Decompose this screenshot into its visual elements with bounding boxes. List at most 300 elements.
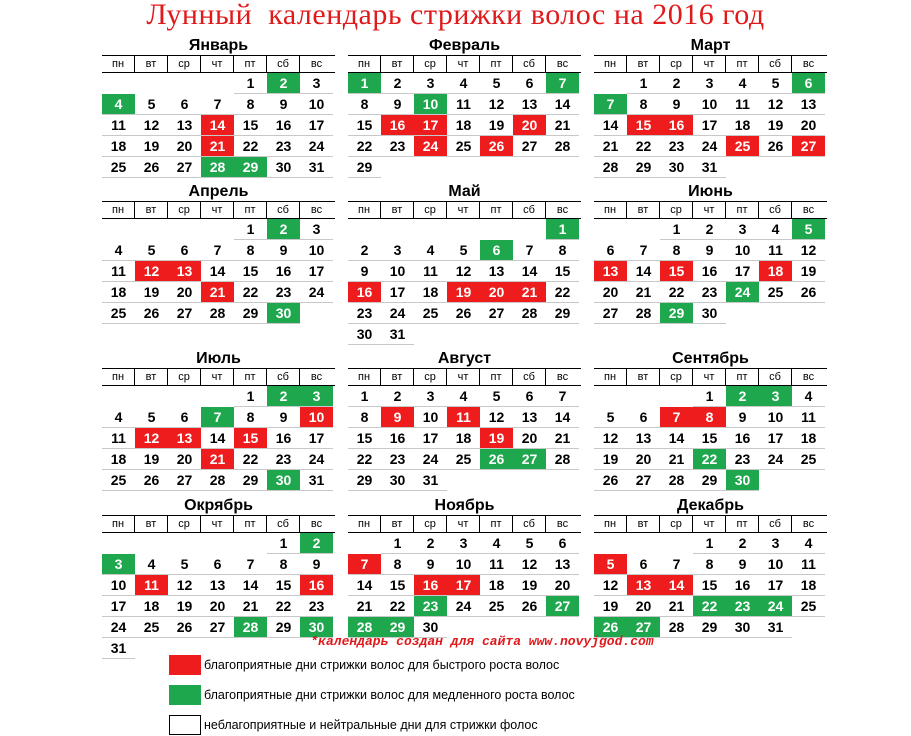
month-9 xyxy=(594,349,827,491)
weekday-label: вс xyxy=(802,371,815,383)
day-fast-growth: 16 xyxy=(300,575,333,596)
day-neutral: 20 xyxy=(513,428,546,449)
day-neutral: 29 xyxy=(267,617,300,638)
day-fast-growth: 17 xyxy=(447,575,480,596)
weekday-label: ср xyxy=(168,56,201,72)
weekday-label: чт xyxy=(201,56,234,72)
day-neutral: 24 xyxy=(414,449,447,470)
day-fast-growth: 7 xyxy=(660,407,693,428)
day-neutral: 25 xyxy=(135,617,168,638)
day-neutral: 22 xyxy=(546,282,579,303)
week-row xyxy=(102,73,335,94)
day-slow-growth: 22 xyxy=(693,596,726,617)
day-neutral: 3 xyxy=(414,386,447,407)
day-neutral: 30 xyxy=(348,324,381,345)
week-row xyxy=(348,386,581,407)
day-neutral: 10 xyxy=(300,240,333,261)
day-neutral: 25 xyxy=(792,449,825,470)
day-neutral: 29 xyxy=(348,157,381,178)
week-row xyxy=(102,470,335,491)
day-slow-growth: 1 xyxy=(546,219,579,240)
week-row xyxy=(102,533,335,554)
day-neutral: 28 xyxy=(201,303,234,324)
day-neutral: 17 xyxy=(759,428,792,449)
day-fast-growth: 12 xyxy=(135,428,168,449)
weekday-label: чт xyxy=(693,202,726,218)
weekday-label: ср xyxy=(168,369,201,385)
day-neutral: 29 xyxy=(693,617,726,638)
day-neutral: 23 xyxy=(660,136,693,157)
day-neutral: 22 xyxy=(234,136,267,157)
legend-swatch-green xyxy=(169,685,201,705)
day-empty xyxy=(414,324,447,345)
day-fast-growth: 13 xyxy=(168,428,201,449)
week-row xyxy=(102,407,335,428)
week-row xyxy=(594,449,827,470)
day-neutral: 25 xyxy=(447,449,480,470)
week-row xyxy=(102,282,335,303)
weekday-label: чт xyxy=(201,516,234,532)
day-neutral: 13 xyxy=(627,428,660,449)
day-neutral: 7 xyxy=(234,554,267,575)
day-neutral: 28 xyxy=(660,470,693,491)
week-row xyxy=(594,157,827,178)
day-empty xyxy=(480,219,513,240)
day-neutral: 12 xyxy=(480,94,513,115)
day-neutral: 31 xyxy=(300,470,333,491)
day-neutral: 11 xyxy=(792,407,825,428)
weekday-label: пн xyxy=(348,202,381,218)
day-neutral: 26 xyxy=(168,617,201,638)
day-neutral: 25 xyxy=(102,303,135,324)
week-row xyxy=(594,282,827,303)
weekday-label: пн xyxy=(594,516,627,532)
day-neutral: 26 xyxy=(135,470,168,491)
week-row xyxy=(102,386,335,407)
day-empty xyxy=(513,157,546,178)
day-neutral: 23 xyxy=(381,449,414,470)
day-empty xyxy=(447,470,480,491)
day-empty xyxy=(135,638,168,659)
weekday-label: вс xyxy=(310,518,323,530)
week-row xyxy=(594,554,827,575)
day-neutral: 7 xyxy=(513,240,546,261)
day-neutral: 10 xyxy=(414,407,447,428)
month-8 xyxy=(348,349,581,491)
day-slow-growth: 27 xyxy=(627,617,660,638)
week-row xyxy=(102,157,335,178)
day-neutral: 16 xyxy=(267,115,300,136)
week-row xyxy=(594,115,827,136)
legend-swatch-red xyxy=(169,655,201,675)
day-neutral: 22 xyxy=(234,282,267,303)
day-slow-growth: 7 xyxy=(546,73,579,94)
day-neutral: 30 xyxy=(726,617,759,638)
day-neutral: 19 xyxy=(594,596,627,617)
day-slow-growth: 30 xyxy=(267,303,300,324)
day-empty xyxy=(759,157,792,178)
day-neutral: 28 xyxy=(660,617,693,638)
day-neutral: 15 xyxy=(348,115,381,136)
day-neutral: 11 xyxy=(726,94,759,115)
day-neutral: 4 xyxy=(759,219,792,240)
week-row xyxy=(348,73,581,94)
day-neutral: 16 xyxy=(267,261,300,282)
day-neutral: 29 xyxy=(234,303,267,324)
week-row xyxy=(348,428,581,449)
day-neutral: 26 xyxy=(135,157,168,178)
day-neutral: 24 xyxy=(102,617,135,638)
day-neutral: 18 xyxy=(447,428,480,449)
day-fast-growth: 7 xyxy=(348,554,381,575)
week-row xyxy=(348,470,581,491)
day-neutral: 9 xyxy=(414,554,447,575)
weekday-label: сб xyxy=(759,56,792,72)
week-row xyxy=(348,407,581,428)
day-neutral: 20 xyxy=(201,596,234,617)
day-neutral: 12 xyxy=(792,240,825,261)
day-empty xyxy=(201,386,234,407)
day-neutral: 27 xyxy=(627,470,660,491)
week-row xyxy=(102,428,335,449)
weekday-label: вс xyxy=(556,371,569,383)
day-neutral: 10 xyxy=(381,261,414,282)
week-row xyxy=(102,303,335,324)
day-neutral: 3 xyxy=(447,533,480,554)
day-neutral: 15 xyxy=(546,261,579,282)
day-neutral: 24 xyxy=(447,596,480,617)
day-slow-growth: 5 xyxy=(792,219,825,240)
day-neutral: 1 xyxy=(693,386,726,407)
day-neutral: 25 xyxy=(414,303,447,324)
day-neutral: 5 xyxy=(135,407,168,428)
month-name: Март xyxy=(594,36,827,56)
day-empty xyxy=(168,219,201,240)
day-neutral: 12 xyxy=(480,407,513,428)
day-neutral: 31 xyxy=(102,638,135,659)
month-name: Январь xyxy=(102,36,335,56)
weekday-label: вс xyxy=(802,58,815,70)
day-neutral: 29 xyxy=(546,303,579,324)
day-neutral: 13 xyxy=(513,407,546,428)
day-neutral: 11 xyxy=(102,261,135,282)
day-neutral: 17 xyxy=(693,115,726,136)
day-slow-growth: 4 xyxy=(102,94,135,115)
day-neutral: 22 xyxy=(348,136,381,157)
day-neutral: 10 xyxy=(726,240,759,261)
legend-swatch-white xyxy=(169,715,201,735)
weekday-label: пт xyxy=(234,516,267,532)
month-3 xyxy=(594,36,827,178)
day-empty xyxy=(168,73,201,94)
day-neutral: 11 xyxy=(447,94,480,115)
weekday-label: ср xyxy=(414,516,447,532)
day-neutral: 28 xyxy=(546,449,579,470)
weekday-label: вс xyxy=(802,518,815,530)
day-empty xyxy=(135,219,168,240)
day-neutral: 30 xyxy=(414,617,447,638)
day-empty xyxy=(102,219,135,240)
day-fast-growth: 13 xyxy=(594,261,627,282)
day-fast-growth: 5 xyxy=(594,554,627,575)
week-row xyxy=(594,428,827,449)
week-row xyxy=(348,136,581,157)
day-neutral: 3 xyxy=(693,73,726,94)
day-neutral: 15 xyxy=(234,115,267,136)
day-neutral: 4 xyxy=(480,533,513,554)
day-neutral: 29 xyxy=(627,157,660,178)
week-row xyxy=(594,533,827,554)
week-row xyxy=(348,94,581,115)
weekday-label: вт xyxy=(627,516,660,532)
day-empty xyxy=(201,73,234,94)
week-row xyxy=(348,324,581,345)
day-neutral: 4 xyxy=(102,240,135,261)
day-neutral: 11 xyxy=(102,428,135,449)
day-slow-growth: 30 xyxy=(726,470,759,491)
week-row xyxy=(348,240,581,261)
day-neutral: 15 xyxy=(267,575,300,596)
day-empty xyxy=(381,157,414,178)
weekday-label: сб xyxy=(267,56,300,72)
day-neutral: 29 xyxy=(693,470,726,491)
day-neutral: 10 xyxy=(759,407,792,428)
weekday-header xyxy=(102,369,335,386)
week-row xyxy=(348,596,581,617)
day-neutral: 24 xyxy=(693,136,726,157)
day-empty xyxy=(201,533,234,554)
day-neutral: 3 xyxy=(381,240,414,261)
week-row xyxy=(348,219,581,240)
day-neutral: 7 xyxy=(627,240,660,261)
weekday-label: чт xyxy=(447,369,480,385)
weekday-label: ср xyxy=(168,202,201,218)
day-neutral: 14 xyxy=(234,575,267,596)
day-neutral: 15 xyxy=(381,575,414,596)
day-neutral: 16 xyxy=(726,575,759,596)
day-empty xyxy=(480,157,513,178)
day-slow-growth: 6 xyxy=(480,240,513,261)
weekday-label: пн xyxy=(102,369,135,385)
week-row xyxy=(348,282,581,303)
day-slow-growth: 22 xyxy=(693,449,726,470)
weekday-header xyxy=(594,56,827,73)
day-neutral: 1 xyxy=(234,73,267,94)
day-neutral: 12 xyxy=(135,115,168,136)
weekday-header xyxy=(102,516,335,533)
day-neutral: 26 xyxy=(759,136,792,157)
day-slow-growth: 23 xyxy=(414,596,447,617)
day-empty xyxy=(414,219,447,240)
weekday-label: вс xyxy=(802,204,815,216)
day-neutral: 11 xyxy=(480,554,513,575)
day-neutral: 17 xyxy=(300,115,333,136)
day-neutral: 10 xyxy=(102,575,135,596)
day-neutral: 18 xyxy=(102,136,135,157)
day-neutral: 18 xyxy=(792,575,825,596)
day-empty xyxy=(480,470,513,491)
day-neutral: 20 xyxy=(546,575,579,596)
day-slow-growth: 2 xyxy=(300,533,333,554)
day-neutral: 30 xyxy=(660,157,693,178)
day-neutral: 19 xyxy=(792,261,825,282)
weekday-label: сб xyxy=(513,202,546,218)
day-fast-growth: 21 xyxy=(201,449,234,470)
weekday-label: сб xyxy=(513,56,546,72)
week-row xyxy=(594,94,827,115)
day-neutral: 19 xyxy=(135,136,168,157)
day-fast-growth: 26 xyxy=(480,136,513,157)
day-neutral: 12 xyxy=(759,94,792,115)
day-empty xyxy=(168,533,201,554)
day-slow-growth: 29 xyxy=(381,617,414,638)
month-name: Окрябрь xyxy=(102,496,335,516)
day-fast-growth: 16 xyxy=(414,575,447,596)
month-11 xyxy=(348,496,581,638)
day-neutral: 25 xyxy=(792,596,825,617)
day-neutral: 24 xyxy=(300,136,333,157)
weekday-label: сб xyxy=(759,516,792,532)
day-slow-growth: 23 xyxy=(726,596,759,617)
legend-item-slow-growth xyxy=(169,684,575,706)
weekday-label: пн xyxy=(102,516,135,532)
day-slow-growth: 6 xyxy=(792,73,825,94)
week-row xyxy=(102,261,335,282)
day-neutral: 6 xyxy=(168,240,201,261)
day-neutral: 27 xyxy=(594,303,627,324)
weekday-label: пн xyxy=(102,56,135,72)
weekday-header xyxy=(348,56,581,73)
week-row xyxy=(594,136,827,157)
day-slow-growth: 10 xyxy=(414,94,447,115)
day-neutral: 21 xyxy=(348,596,381,617)
day-slow-growth: 26 xyxy=(480,449,513,470)
day-neutral: 8 xyxy=(693,554,726,575)
month-name: Июль xyxy=(102,349,335,369)
day-neutral: 19 xyxy=(135,449,168,470)
day-neutral: 9 xyxy=(300,554,333,575)
day-empty xyxy=(447,219,480,240)
weekday-label: чт xyxy=(447,202,480,218)
week-row xyxy=(594,575,827,596)
day-neutral: 4 xyxy=(414,240,447,261)
day-fast-growth: 12 xyxy=(135,261,168,282)
day-neutral: 31 xyxy=(300,157,333,178)
day-neutral: 4 xyxy=(447,73,480,94)
day-neutral: 13 xyxy=(480,261,513,282)
weekday-label: сб xyxy=(267,202,300,218)
day-neutral: 19 xyxy=(480,115,513,136)
week-row xyxy=(594,240,827,261)
day-slow-growth: 30 xyxy=(267,470,300,491)
month-name: Апрель xyxy=(102,182,335,202)
day-neutral: 25 xyxy=(480,596,513,617)
day-fast-growth: 21 xyxy=(513,282,546,303)
day-neutral: 1 xyxy=(693,533,726,554)
day-neutral: 15 xyxy=(348,428,381,449)
day-neutral: 27 xyxy=(480,303,513,324)
day-neutral: 17 xyxy=(381,282,414,303)
day-neutral: 6 xyxy=(546,533,579,554)
day-slow-growth: 24 xyxy=(726,282,759,303)
weekday-label: сб xyxy=(267,516,300,532)
day-neutral: 10 xyxy=(693,94,726,115)
weekday-label: вт xyxy=(381,369,414,385)
day-empty xyxy=(102,533,135,554)
site-credit: *календарь создан для сайта www.novyjgod.com xyxy=(310,634,654,649)
day-empty xyxy=(594,386,627,407)
weekday-label: вт xyxy=(135,56,168,72)
day-neutral: 3 xyxy=(759,533,792,554)
day-fast-growth: 20 xyxy=(513,115,546,136)
day-neutral: 28 xyxy=(546,136,579,157)
day-empty xyxy=(726,303,759,324)
day-neutral: 29 xyxy=(234,470,267,491)
day-neutral: 26 xyxy=(594,470,627,491)
day-neutral: 18 xyxy=(726,115,759,136)
day-neutral: 21 xyxy=(594,136,627,157)
day-neutral: 5 xyxy=(759,73,792,94)
day-slow-growth: 7 xyxy=(594,94,627,115)
week-row xyxy=(102,94,335,115)
weekday-label: сб xyxy=(513,369,546,385)
weekday-header xyxy=(594,202,827,219)
day-slow-growth: 2 xyxy=(267,73,300,94)
day-neutral: 22 xyxy=(381,596,414,617)
day-neutral: 16 xyxy=(726,428,759,449)
legend-label: неблагоприятные и нейтральные дни для стрижки фолос xyxy=(204,718,538,732)
week-row xyxy=(348,533,581,554)
day-neutral: 9 xyxy=(348,261,381,282)
day-slow-growth: 2 xyxy=(267,386,300,407)
day-empty xyxy=(792,157,825,178)
weekday-label: вт xyxy=(381,56,414,72)
day-neutral: 16 xyxy=(693,261,726,282)
day-neutral: 7 xyxy=(660,554,693,575)
day-empty xyxy=(660,533,693,554)
day-neutral: 1 xyxy=(381,533,414,554)
day-neutral: 25 xyxy=(759,282,792,303)
day-fast-growth: 11 xyxy=(447,407,480,428)
day-neutral: 4 xyxy=(726,73,759,94)
day-neutral: 13 xyxy=(513,94,546,115)
weekday-label: вт xyxy=(627,202,660,218)
day-neutral: 23 xyxy=(267,449,300,470)
day-neutral: 8 xyxy=(234,407,267,428)
day-neutral: 12 xyxy=(513,554,546,575)
weekday-label: пн xyxy=(348,56,381,72)
day-neutral: 3 xyxy=(726,219,759,240)
day-empty xyxy=(594,533,627,554)
day-fast-growth: 10 xyxy=(300,407,333,428)
day-slow-growth: 29 xyxy=(234,157,267,178)
weekday-label: ср xyxy=(660,516,693,532)
day-neutral: 1 xyxy=(660,219,693,240)
day-fast-growth: 14 xyxy=(660,575,693,596)
day-neutral: 15 xyxy=(693,428,726,449)
day-empty xyxy=(792,303,825,324)
weekday-header xyxy=(348,369,581,386)
day-neutral: 23 xyxy=(300,596,333,617)
day-neutral: 5 xyxy=(480,386,513,407)
day-fast-growth: 19 xyxy=(447,282,480,303)
week-row xyxy=(594,219,827,240)
day-neutral: 1 xyxy=(348,386,381,407)
month-4 xyxy=(102,182,335,324)
day-neutral: 23 xyxy=(693,282,726,303)
week-row xyxy=(348,303,581,324)
month-name: Ноябрь xyxy=(348,496,581,516)
